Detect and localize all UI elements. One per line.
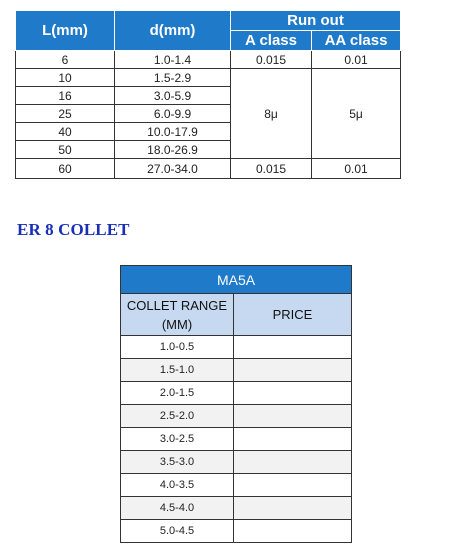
- header-collet-range: [121, 294, 234, 336]
- header-runout: Run out: [231, 11, 401, 31]
- cell-l: 50: [16, 141, 115, 159]
- header-d: d(mm): [115, 11, 231, 51]
- cell-a-merged: 8μ: [231, 69, 312, 159]
- cell-l: 25: [16, 105, 115, 123]
- header-price: PRICE: [234, 294, 352, 336]
- cell-range: 2.5-2.0: [121, 405, 234, 428]
- header-l: L(mm): [16, 11, 115, 51]
- table-row: [121, 359, 352, 382]
- table-row: [121, 451, 352, 474]
- header-collet-range-line2: (MM): [161, 316, 193, 332]
- table-row: [121, 474, 352, 497]
- cell-l: 60: [16, 159, 115, 179]
- cell-price: [234, 382, 352, 405]
- cell-price: [234, 428, 352, 451]
- cell-l: 40: [16, 123, 115, 141]
- cell-d: 27.0-34.0: [115, 159, 231, 179]
- cell-a: 0.015: [231, 51, 312, 69]
- cell-aa: 0.01: [312, 159, 401, 179]
- cell-d: 1.0-1.4: [115, 51, 231, 69]
- header-aa-class: AA class: [312, 31, 401, 51]
- cell-d: 10.0-17.9: [115, 123, 231, 141]
- cell-price: [234, 474, 352, 497]
- cell-range: 1.0-0.5: [121, 336, 234, 359]
- cell-price: [234, 497, 352, 520]
- cell-d: 6.0-9.9: [115, 105, 231, 123]
- cell-d: 1.5-2.9: [115, 69, 231, 87]
- ma5a-title: MA5A: [121, 266, 352, 294]
- cell-price: [234, 405, 352, 428]
- cell-range: 4.0-3.5: [121, 474, 234, 497]
- table-row: [16, 51, 401, 69]
- table-row: [16, 159, 401, 179]
- cell-d: 3.0-5.9: [115, 87, 231, 105]
- runout-table: [15, 10, 401, 179]
- cell-range: 4.5-4.0: [121, 497, 234, 520]
- cell-price: [234, 336, 352, 359]
- table-row: [121, 336, 352, 359]
- cell-d: 18.0-26.9: [115, 141, 231, 159]
- cell-price: [234, 359, 352, 382]
- cell-range: 1.5-1.0: [121, 359, 234, 382]
- cell-l: 16: [16, 87, 115, 105]
- table-row: [16, 69, 401, 87]
- ma5a-price-table: [120, 265, 352, 543]
- section-heading: ER 8 COLLET: [17, 220, 130, 239]
- header-collet-range-line1: COLLET RANGE: [126, 297, 228, 313]
- cell-a: 0.015: [231, 159, 312, 179]
- cell-range: 3.0-2.5: [121, 428, 234, 451]
- table-row: [121, 497, 352, 520]
- cell-aa-merged: 5μ: [312, 69, 401, 159]
- table-row: [121, 405, 352, 428]
- header-a-class: A class: [231, 31, 312, 51]
- table-row: [121, 428, 352, 451]
- cell-aa: 0.01: [312, 51, 401, 69]
- cell-range: 2.0-1.5: [121, 382, 234, 405]
- cell-range: 5.0-4.5: [121, 520, 234, 543]
- table-row: [121, 520, 352, 543]
- cell-price: [234, 451, 352, 474]
- cell-l: 10: [16, 69, 115, 87]
- table-row: [121, 382, 352, 405]
- cell-range: 3.5-3.0: [121, 451, 234, 474]
- cell-price: [234, 520, 352, 543]
- cell-l: 6: [16, 51, 115, 69]
